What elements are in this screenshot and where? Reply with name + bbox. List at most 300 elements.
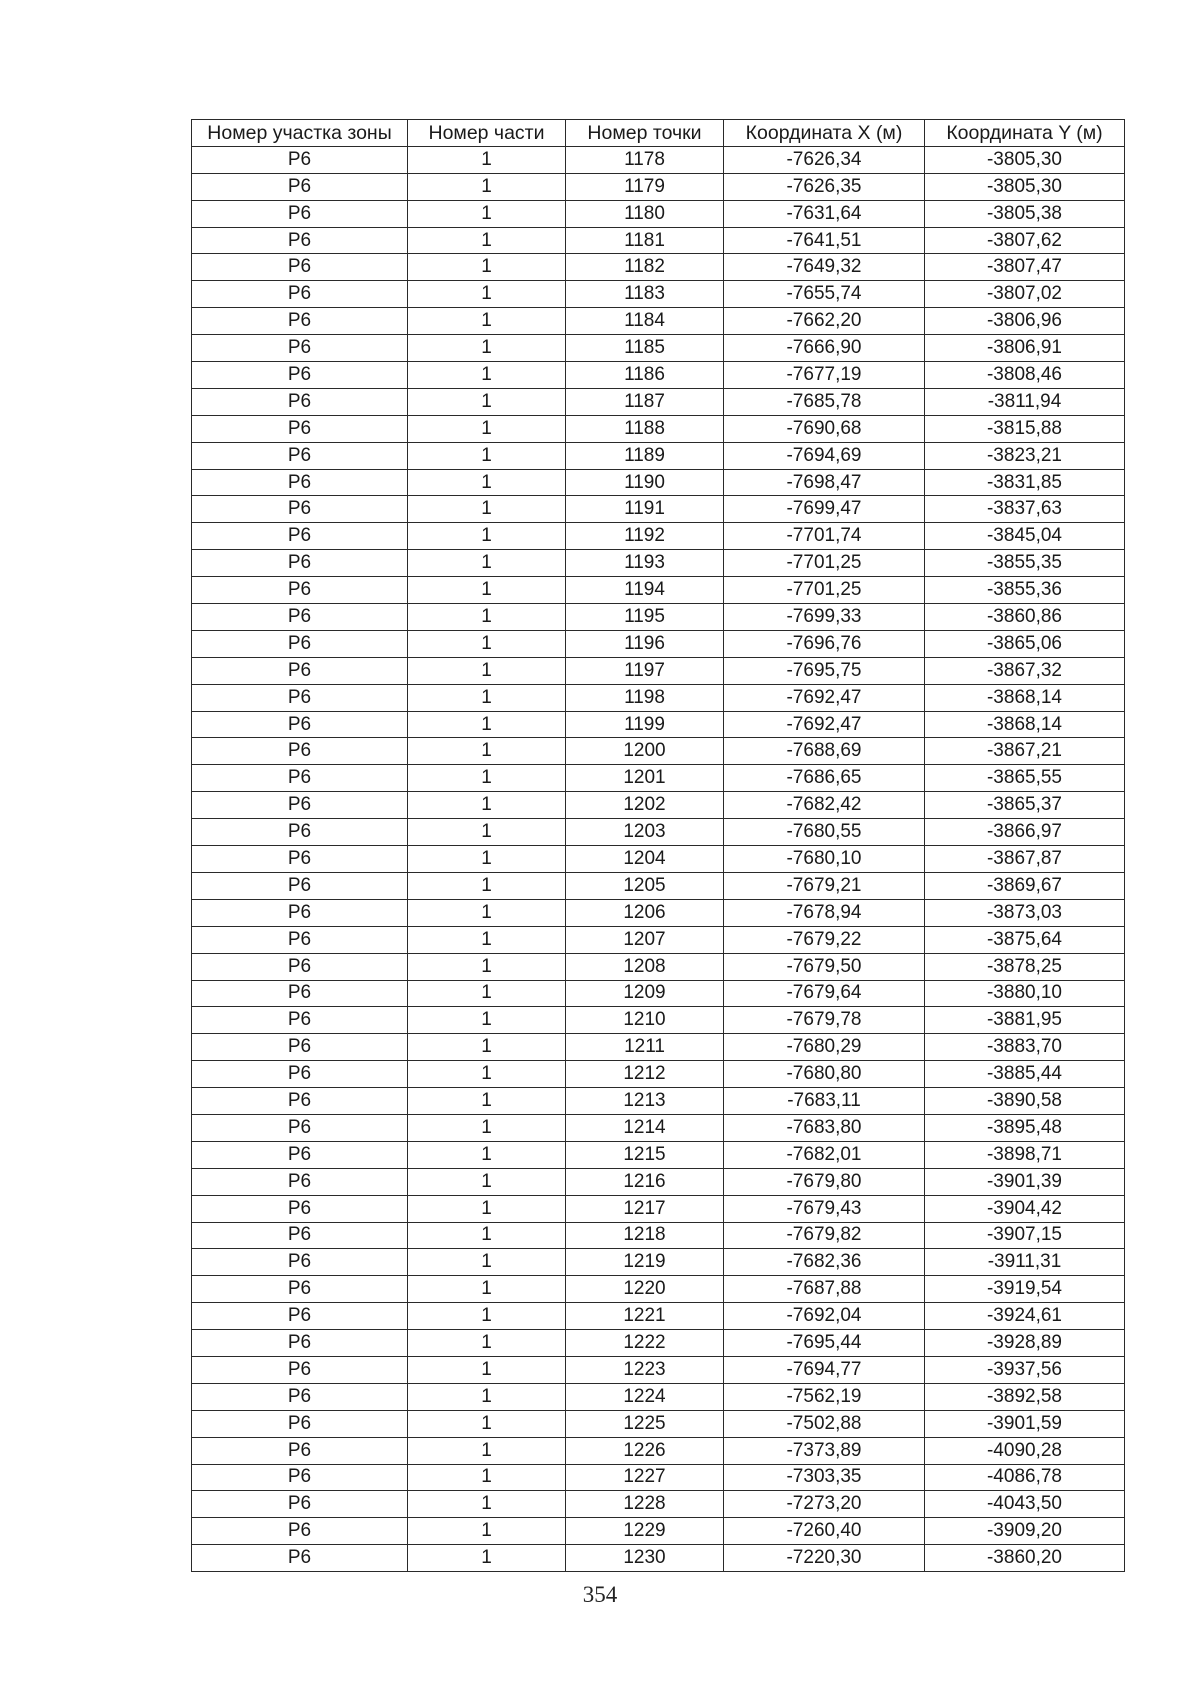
cell-point-number: 1213 — [566, 1088, 724, 1115]
cell-point-number: 1227 — [566, 1464, 724, 1491]
cell-part-number: 1 — [408, 1303, 566, 1330]
cell-part-number: 1 — [408, 899, 566, 926]
table-row — [192, 1168, 1125, 1195]
cell-point-number: 1199 — [566, 711, 724, 738]
cell-point-number: 1191 — [566, 496, 724, 523]
cell-part-number: 1 — [408, 1034, 566, 1061]
header-zone-section: Номер участка зоны — [192, 120, 408, 147]
cell-coordinate-x: -7698,47 — [724, 469, 925, 496]
cell-zone-section: Р6 — [192, 1034, 408, 1061]
cell-coordinate-y: -3815,88 — [925, 415, 1125, 442]
table-row — [192, 792, 1125, 819]
cell-coordinate-x: -7701,74 — [724, 523, 925, 550]
cell-part-number: 1 — [408, 926, 566, 953]
cell-coordinate-y: -3805,30 — [925, 173, 1125, 200]
cell-part-number: 1 — [408, 765, 566, 792]
cell-coordinate-y: -3901,59 — [925, 1410, 1125, 1437]
cell-zone-section: Р6 — [192, 630, 408, 657]
cell-part-number: 1 — [408, 1545, 566, 1572]
cell-coordinate-x: -7692,47 — [724, 684, 925, 711]
cell-point-number: 1188 — [566, 415, 724, 442]
cell-part-number: 1 — [408, 1276, 566, 1303]
table-row — [192, 415, 1125, 442]
cell-zone-section: Р6 — [192, 1249, 408, 1276]
cell-part-number: 1 — [408, 1141, 566, 1168]
cell-coordinate-y: -3904,42 — [925, 1195, 1125, 1222]
cell-coordinate-y: -3880,10 — [925, 980, 1125, 1007]
cell-zone-section: Р6 — [192, 146, 408, 173]
cell-zone-section: Р6 — [192, 227, 408, 254]
cell-point-number: 1209 — [566, 980, 724, 1007]
header-coordinate-x: Координата X (м) — [724, 120, 925, 147]
table-row — [192, 550, 1125, 577]
cell-zone-section: Р6 — [192, 1114, 408, 1141]
table-row — [192, 1491, 1125, 1518]
cell-coordinate-x: -7641,51 — [724, 227, 925, 254]
cell-coordinate-y: -3883,70 — [925, 1034, 1125, 1061]
cell-point-number: 1225 — [566, 1410, 724, 1437]
table-row — [192, 1518, 1125, 1545]
cell-zone-section: Р6 — [192, 738, 408, 765]
cell-zone-section: Р6 — [192, 442, 408, 469]
cell-coordinate-x: -7685,78 — [724, 388, 925, 415]
cell-zone-section: Р6 — [192, 523, 408, 550]
table-row — [192, 1276, 1125, 1303]
cell-part-number: 1 — [408, 1356, 566, 1383]
cell-coordinate-x: -7626,35 — [724, 173, 925, 200]
cell-part-number: 1 — [408, 980, 566, 1007]
header-row — [192, 120, 1125, 147]
cell-coordinate-x: -7631,64 — [724, 200, 925, 227]
cell-coordinate-x: -7690,68 — [724, 415, 925, 442]
cell-point-number: 1201 — [566, 765, 724, 792]
cell-point-number: 1198 — [566, 684, 724, 711]
cell-zone-section: Р6 — [192, 1491, 408, 1518]
cell-coordinate-x: -7273,20 — [724, 1491, 925, 1518]
cell-coordinate-y: -3807,62 — [925, 227, 1125, 254]
cell-part-number: 1 — [408, 173, 566, 200]
cell-part-number: 1 — [408, 1222, 566, 1249]
cell-coordinate-y: -3831,85 — [925, 469, 1125, 496]
cell-part-number: 1 — [408, 200, 566, 227]
cell-part-number: 1 — [408, 469, 566, 496]
cell-part-number: 1 — [408, 1061, 566, 1088]
table-row — [192, 1356, 1125, 1383]
table-row — [192, 684, 1125, 711]
cell-coordinate-y: -3901,39 — [925, 1168, 1125, 1195]
cell-point-number: 1229 — [566, 1518, 724, 1545]
table-row — [192, 254, 1125, 281]
cell-part-number: 1 — [408, 1195, 566, 1222]
cell-part-number: 1 — [408, 496, 566, 523]
table-row — [192, 1061, 1125, 1088]
cell-coordinate-y: -3808,46 — [925, 362, 1125, 389]
table-row — [192, 980, 1125, 1007]
cell-coordinate-x: -7678,94 — [724, 899, 925, 926]
cell-zone-section: Р6 — [192, 792, 408, 819]
cell-zone-section: Р6 — [192, 1168, 408, 1195]
cell-coordinate-y: -3823,21 — [925, 442, 1125, 469]
cell-coordinate-x: -7683,80 — [724, 1114, 925, 1141]
cell-point-number: 1190 — [566, 469, 724, 496]
cell-zone-section: Р6 — [192, 496, 408, 523]
cell-point-number: 1193 — [566, 550, 724, 577]
table-row — [192, 523, 1125, 550]
table-row — [192, 630, 1125, 657]
table-row — [192, 1088, 1125, 1115]
cell-coordinate-x: -7679,78 — [724, 1007, 925, 1034]
cell-part-number: 1 — [408, 1168, 566, 1195]
table-row — [192, 1195, 1125, 1222]
cell-zone-section: Р6 — [192, 281, 408, 308]
cell-coordinate-x: -7680,80 — [724, 1061, 925, 1088]
cell-zone-section: Р6 — [192, 711, 408, 738]
cell-point-number: 1187 — [566, 388, 724, 415]
cell-point-number: 1230 — [566, 1545, 724, 1572]
cell-point-number: 1215 — [566, 1141, 724, 1168]
cell-part-number: 1 — [408, 227, 566, 254]
cell-coordinate-y: -3805,30 — [925, 146, 1125, 173]
cell-coordinate-x: -7679,22 — [724, 926, 925, 953]
cell-coordinate-x: -7696,76 — [724, 630, 925, 657]
cell-zone-section: Р6 — [192, 926, 408, 953]
table-row — [192, 200, 1125, 227]
cell-coordinate-y: -3866,97 — [925, 819, 1125, 846]
cell-point-number: 1214 — [566, 1114, 724, 1141]
cell-coordinate-x: -7692,04 — [724, 1303, 925, 1330]
cell-coordinate-y: -3865,06 — [925, 630, 1125, 657]
cell-coordinate-y: -3909,20 — [925, 1518, 1125, 1545]
cell-point-number: 1217 — [566, 1195, 724, 1222]
cell-zone-section: Р6 — [192, 1437, 408, 1464]
cell-point-number: 1228 — [566, 1491, 724, 1518]
header-part-number: Номер части — [408, 120, 566, 147]
cell-zone-section: Р6 — [192, 1356, 408, 1383]
cell-coordinate-x: -7303,35 — [724, 1464, 925, 1491]
cell-point-number: 1212 — [566, 1061, 724, 1088]
table-row — [192, 173, 1125, 200]
cell-point-number: 1183 — [566, 281, 724, 308]
cell-point-number: 1219 — [566, 1249, 724, 1276]
cell-coordinate-y: -3865,55 — [925, 765, 1125, 792]
cell-zone-section: Р6 — [192, 308, 408, 335]
cell-zone-section: Р6 — [192, 1518, 408, 1545]
cell-point-number: 1204 — [566, 846, 724, 873]
cell-zone-section: Р6 — [192, 684, 408, 711]
cell-point-number: 1180 — [566, 200, 724, 227]
cell-zone-section: Р6 — [192, 254, 408, 281]
cell-coordinate-x: -7562,19 — [724, 1383, 925, 1410]
cell-coordinate-x: -7649,32 — [724, 254, 925, 281]
cell-part-number: 1 — [408, 1088, 566, 1115]
table-row — [192, 1464, 1125, 1491]
cell-point-number: 1181 — [566, 227, 724, 254]
cell-part-number: 1 — [408, 388, 566, 415]
cell-point-number: 1189 — [566, 442, 724, 469]
table-row — [192, 1383, 1125, 1410]
page-number: 354 — [582, 1582, 618, 1607]
cell-zone-section: Р6 — [192, 1141, 408, 1168]
cell-point-number: 1192 — [566, 523, 724, 550]
cell-coordinate-x: -7373,89 — [724, 1437, 925, 1464]
cell-coordinate-y: -3855,36 — [925, 577, 1125, 604]
cell-coordinate-x: -7679,21 — [724, 872, 925, 899]
cell-point-number: 1200 — [566, 738, 724, 765]
cell-point-number: 1222 — [566, 1330, 724, 1357]
cell-point-number: 1182 — [566, 254, 724, 281]
cell-zone-section: Р6 — [192, 980, 408, 1007]
cell-part-number: 1 — [408, 1491, 566, 1518]
table-row — [192, 604, 1125, 631]
cell-coordinate-x: -7683,11 — [724, 1088, 925, 1115]
cell-coordinate-y: -3878,25 — [925, 953, 1125, 980]
table-row — [192, 1034, 1125, 1061]
table-row — [192, 1437, 1125, 1464]
cell-part-number: 1 — [408, 1114, 566, 1141]
cell-zone-section: Р6 — [192, 173, 408, 200]
cell-point-number: 1195 — [566, 604, 724, 631]
cell-point-number: 1196 — [566, 630, 724, 657]
cell-coordinate-y: -3890,58 — [925, 1088, 1125, 1115]
cell-zone-section: Р6 — [192, 577, 408, 604]
cell-coordinate-y: -3806,96 — [925, 308, 1125, 335]
cell-zone-section: Р6 — [192, 550, 408, 577]
cell-part-number: 1 — [408, 657, 566, 684]
cell-zone-section: Р6 — [192, 469, 408, 496]
cell-zone-section: Р6 — [192, 1276, 408, 1303]
table-row — [192, 899, 1125, 926]
table-row — [192, 1141, 1125, 1168]
cell-point-number: 1210 — [566, 1007, 724, 1034]
cell-part-number: 1 — [408, 1249, 566, 1276]
cell-coordinate-x: -7680,10 — [724, 846, 925, 873]
header-point-number: Номер точки — [566, 120, 724, 147]
table-row — [192, 1249, 1125, 1276]
table-row — [192, 872, 1125, 899]
cell-point-number: 1207 — [566, 926, 724, 953]
cell-zone-section: Р6 — [192, 657, 408, 684]
cell-coordinate-x: -7666,90 — [724, 335, 925, 362]
cell-part-number: 1 — [408, 684, 566, 711]
cell-coordinate-y: -3892,58 — [925, 1383, 1125, 1410]
table-row — [192, 362, 1125, 389]
table-row — [192, 442, 1125, 469]
cell-part-number: 1 — [408, 362, 566, 389]
cell-point-number: 1186 — [566, 362, 724, 389]
table-row — [192, 1545, 1125, 1572]
cell-part-number: 1 — [408, 630, 566, 657]
cell-coordinate-y: -3867,87 — [925, 846, 1125, 873]
table-row — [192, 953, 1125, 980]
cell-coordinate-x: -7695,44 — [724, 1330, 925, 1357]
cell-coordinate-y: -3868,14 — [925, 711, 1125, 738]
table-row — [192, 846, 1125, 873]
cell-coordinate-y: -3867,32 — [925, 657, 1125, 684]
cell-point-number: 1185 — [566, 335, 724, 362]
table-row — [192, 577, 1125, 604]
cell-zone-section: Р6 — [192, 362, 408, 389]
cell-coordinate-x: -7655,74 — [724, 281, 925, 308]
cell-coordinate-x: -7679,80 — [724, 1168, 925, 1195]
cell-coordinate-y: -3937,56 — [925, 1356, 1125, 1383]
cell-zone-section: Р6 — [192, 1383, 408, 1410]
cell-coordinate-y: -3919,54 — [925, 1276, 1125, 1303]
cell-point-number: 1216 — [566, 1168, 724, 1195]
cell-part-number: 1 — [408, 604, 566, 631]
cell-zone-section: Р6 — [192, 846, 408, 873]
cell-part-number: 1 — [408, 254, 566, 281]
cell-coordinate-y: -3865,37 — [925, 792, 1125, 819]
cell-part-number: 1 — [408, 442, 566, 469]
cell-coordinate-y: -3924,61 — [925, 1303, 1125, 1330]
cell-zone-section: Р6 — [192, 335, 408, 362]
cell-point-number: 1211 — [566, 1034, 724, 1061]
table-row — [192, 146, 1125, 173]
cell-coordinate-x: -7695,75 — [724, 657, 925, 684]
cell-coordinate-x: -7626,34 — [724, 146, 925, 173]
cell-point-number: 1221 — [566, 1303, 724, 1330]
cell-coordinate-y: -3869,67 — [925, 872, 1125, 899]
table-row — [192, 469, 1125, 496]
cell-coordinate-y: -3868,14 — [925, 684, 1125, 711]
cell-part-number: 1 — [408, 846, 566, 873]
cell-part-number: 1 — [408, 819, 566, 846]
cell-part-number: 1 — [408, 1007, 566, 1034]
cell-coordinate-y: -3881,95 — [925, 1007, 1125, 1034]
cell-part-number: 1 — [408, 953, 566, 980]
cell-part-number: 1 — [408, 1383, 566, 1410]
cell-coordinate-y: -3907,15 — [925, 1222, 1125, 1249]
cell-coordinate-y: -3885,44 — [925, 1061, 1125, 1088]
cell-point-number: 1197 — [566, 657, 724, 684]
coordinates-table — [191, 119, 1125, 1572]
table-row — [192, 711, 1125, 738]
cell-part-number: 1 — [408, 335, 566, 362]
cell-zone-section: Р6 — [192, 604, 408, 631]
cell-part-number: 1 — [408, 146, 566, 173]
cell-coordinate-y: -3867,21 — [925, 738, 1125, 765]
table-row — [192, 765, 1125, 792]
cell-coordinate-x: -7680,29 — [724, 1034, 925, 1061]
table-row — [192, 926, 1125, 953]
cell-coordinate-y: -3837,63 — [925, 496, 1125, 523]
cell-part-number: 1 — [408, 415, 566, 442]
cell-zone-section: Р6 — [192, 1330, 408, 1357]
cell-zone-section: Р6 — [192, 415, 408, 442]
table-row — [192, 281, 1125, 308]
cell-zone-section: Р6 — [192, 200, 408, 227]
cell-coordinate-x: -7679,82 — [724, 1222, 925, 1249]
cell-part-number: 1 — [408, 711, 566, 738]
cell-coordinate-x: -7694,77 — [724, 1356, 925, 1383]
cell-point-number: 1202 — [566, 792, 724, 819]
cell-coordinate-x: -7701,25 — [724, 577, 925, 604]
table-body — [192, 146, 1125, 1571]
cell-point-number: 1205 — [566, 872, 724, 899]
cell-zone-section: Р6 — [192, 1088, 408, 1115]
table-row — [192, 496, 1125, 523]
cell-coordinate-x: -7677,19 — [724, 362, 925, 389]
cell-coordinate-x: -7682,01 — [724, 1141, 925, 1168]
cell-part-number: 1 — [408, 1330, 566, 1357]
cell-zone-section: Р6 — [192, 388, 408, 415]
cell-zone-section: Р6 — [192, 872, 408, 899]
cell-coordinate-x: -7260,40 — [724, 1518, 925, 1545]
cell-coordinate-x: -7220,30 — [724, 1545, 925, 1572]
cell-zone-section: Р6 — [192, 1545, 408, 1572]
cell-coordinate-x: -7662,20 — [724, 308, 925, 335]
cell-coordinate-y: -3807,02 — [925, 281, 1125, 308]
cell-part-number: 1 — [408, 1437, 566, 1464]
cell-point-number: 1218 — [566, 1222, 724, 1249]
cell-point-number: 1226 — [566, 1437, 724, 1464]
cell-coordinate-y: -3928,89 — [925, 1330, 1125, 1357]
cell-coordinate-x: -7692,47 — [724, 711, 925, 738]
cell-coordinate-x: -7699,33 — [724, 604, 925, 631]
cell-coordinate-x: -7701,25 — [724, 550, 925, 577]
cell-part-number: 1 — [408, 550, 566, 577]
cell-coordinate-y: -3911,31 — [925, 1249, 1125, 1276]
table-row — [192, 335, 1125, 362]
cell-coordinate-x: -7502,88 — [724, 1410, 925, 1437]
cell-coordinate-x: -7682,36 — [724, 1249, 925, 1276]
cell-coordinate-y: -3811,94 — [925, 388, 1125, 415]
cell-coordinate-x: -7679,43 — [724, 1195, 925, 1222]
table-row — [192, 819, 1125, 846]
cell-point-number: 1179 — [566, 173, 724, 200]
cell-coordinate-y: -3855,35 — [925, 550, 1125, 577]
cell-zone-section: Р6 — [192, 765, 408, 792]
cell-coordinate-y: -3805,38 — [925, 200, 1125, 227]
cell-part-number: 1 — [408, 308, 566, 335]
cell-part-number: 1 — [408, 1518, 566, 1545]
cell-coordinate-y: -4043,50 — [925, 1491, 1125, 1518]
cell-coordinate-y: -3895,48 — [925, 1114, 1125, 1141]
table-row — [192, 738, 1125, 765]
cell-coordinate-x: -7680,55 — [724, 819, 925, 846]
cell-zone-section: Р6 — [192, 1464, 408, 1491]
cell-coordinate-x: -7688,69 — [724, 738, 925, 765]
cell-coordinate-x: -7682,42 — [724, 792, 925, 819]
header-coordinate-y: Координата Y (м) — [925, 120, 1125, 147]
cell-zone-section: Р6 — [192, 1303, 408, 1330]
cell-part-number: 1 — [408, 577, 566, 604]
cell-coordinate-y: -3860,86 — [925, 604, 1125, 631]
cell-coordinate-x: -7699,47 — [724, 496, 925, 523]
table-header — [192, 120, 1125, 147]
cell-coordinate-y: -3807,47 — [925, 254, 1125, 281]
cell-point-number: 1223 — [566, 1356, 724, 1383]
cell-coordinate-y: -4086,78 — [925, 1464, 1125, 1491]
table-row — [192, 1410, 1125, 1437]
cell-zone-section: Р6 — [192, 1222, 408, 1249]
cell-part-number: 1 — [408, 792, 566, 819]
table-row — [192, 227, 1125, 254]
table-row — [192, 388, 1125, 415]
table-row — [192, 1330, 1125, 1357]
cell-part-number: 1 — [408, 281, 566, 308]
table-row — [192, 657, 1125, 684]
cell-coordinate-y: -3845,04 — [925, 523, 1125, 550]
cell-zone-section: Р6 — [192, 1410, 408, 1437]
cell-coordinate-x: -7679,64 — [724, 980, 925, 1007]
cell-part-number: 1 — [408, 738, 566, 765]
table-row — [192, 1007, 1125, 1034]
cell-point-number: 1220 — [566, 1276, 724, 1303]
cell-coordinate-y: -3860,20 — [925, 1545, 1125, 1572]
cell-coordinate-y: -3898,71 — [925, 1141, 1125, 1168]
cell-part-number: 1 — [408, 872, 566, 899]
